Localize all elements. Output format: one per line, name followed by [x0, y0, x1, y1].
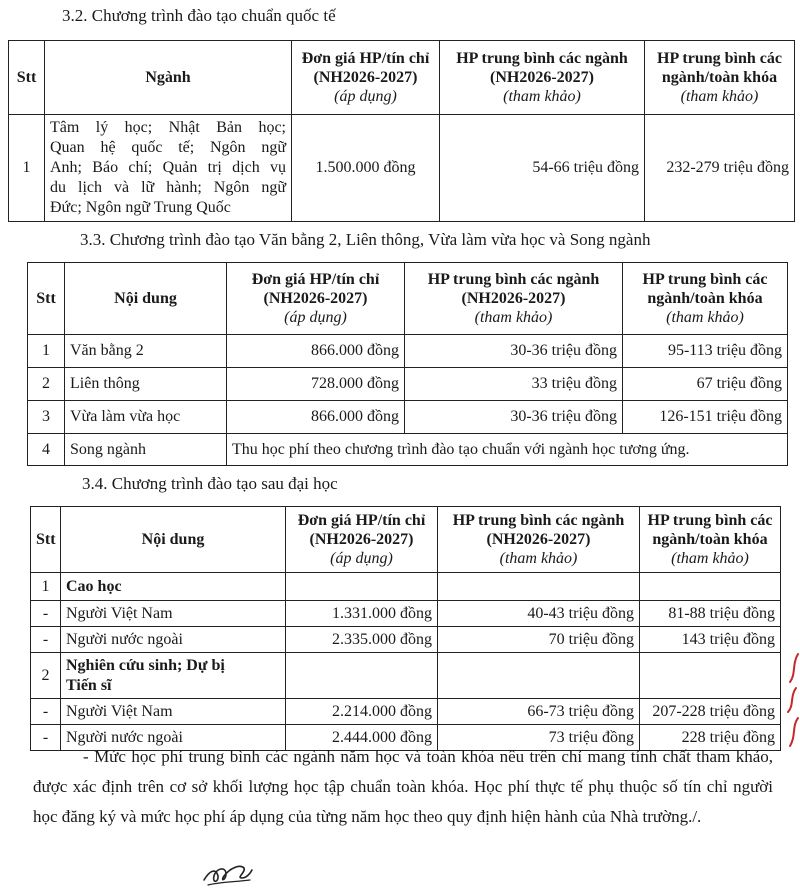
cell-stt: 1 [28, 335, 65, 368]
header-don-gia-note: (áp dụng) [334, 88, 397, 106]
header-hp-toan-khoa-note: (tham khảo) [680, 88, 759, 106]
header-hp-tb-year: (NH2026-2027) [490, 68, 594, 86]
cell-hp-toan-khoa: 81-88 triệu đồng [640, 601, 781, 627]
table-row [28, 401, 788, 434]
cell-hp-tb: 54-66 triệu đồng [440, 115, 645, 222]
cell-nganh [45, 115, 292, 222]
cell-stt: 4 [28, 434, 65, 466]
header-hp-tb-label: HP trung bình các ngành [427, 270, 600, 288]
group-title-line: Nghiên cứu sinh; Dự bị [66, 657, 225, 675]
cell-noi-dung: Liên thông [65, 368, 227, 401]
header-hp-tb [440, 41, 645, 115]
section-3-3-heading: 3.3. Chương trình đào tạo Văn bằng 2, Liên thông, Vừa làm vừa học và Song ngành [80, 230, 651, 249]
cell-don-gia: 2.335.000 đồng [286, 627, 438, 653]
nganh-line: Quan hệ quốc tế; Ngôn ngữ [50, 139, 286, 156]
header-hp-tb-label: HP trung bình các ngành [452, 511, 625, 529]
header-don-gia [227, 263, 405, 335]
table-3-4-header-row [31, 507, 781, 573]
group-title-line: Tiến sĩ [66, 676, 112, 694]
cell-noi-dung: Văn bằng 2 [65, 335, 227, 368]
table-3-4 [30, 506, 781, 751]
header-don-gia-year: (NH2026-2027) [309, 530, 414, 548]
header-hp-toan-khoa-note: (tham khảo) [671, 550, 749, 568]
cell-hp-toan-khoa: 143 triệu đồng [640, 627, 781, 653]
red-stamp-edge-icon [784, 650, 800, 750]
header-don-gia [286, 507, 438, 573]
cell-don-gia: 2.444.000 đồng [286, 725, 438, 751]
cell-stt: 2 [31, 653, 61, 699]
header-hp-toan-khoa-label: HP trung bình các [657, 49, 782, 67]
header-hp-tb-note: (tham khảo) [499, 550, 578, 568]
table-3-3-header-row [28, 263, 788, 335]
cell-group-title: Cao học [61, 573, 286, 601]
cell-noi-dung: Người nước ngoài [61, 725, 286, 751]
cell-don-gia: 728.000 đồng [227, 368, 405, 401]
cell-stt: - [31, 725, 61, 751]
header-don-gia-year: (NH2026-2027) [313, 68, 418, 86]
header-stt: Stt [31, 507, 61, 573]
table-row [28, 335, 788, 368]
header-hp-tb-year: (NH2026-2027) [486, 530, 591, 548]
header-nganh: Ngành [45, 41, 292, 115]
cell-stt: 1 [31, 573, 61, 601]
header-don-gia-note: (áp dụng) [330, 550, 393, 568]
table-row [31, 699, 781, 725]
table-row [28, 368, 788, 401]
nganh-line: Tâm lý học; Nhật Bản học; [50, 119, 286, 136]
nganh-line: Anh; Báo chí; Quản trị dịch vụ [50, 159, 286, 176]
header-hp-toan-khoa-label: HP trung bình các [647, 511, 773, 529]
cell-hp-toan-khoa: 232-279 triệu đồng [645, 115, 795, 222]
cell-hp-tb: 30-36 triệu đồng [405, 335, 623, 368]
header-don-gia [292, 41, 440, 115]
header-hp-tb [438, 507, 640, 573]
table-row [31, 601, 781, 627]
header-stt: Stt [9, 41, 45, 115]
cell-stt: - [31, 601, 61, 627]
header-hp-tb-note: (tham khảo) [503, 88, 581, 106]
cell-stt: 3 [28, 401, 65, 434]
cell-hp-toan-khoa: 228 triệu đồng [640, 725, 781, 751]
cell-hp-tb: 73 triệu đồng [438, 725, 640, 751]
nganh-line: du lịch và lữ hành; Ngôn ngữ [50, 179, 286, 196]
header-don-gia-year: (NH2026-2027) [263, 289, 368, 307]
header-hp-tb-label: HP trung bình các ngành [456, 49, 628, 67]
cell-hp-tb: 66-73 triệu đồng [438, 699, 640, 725]
table-row [28, 434, 788, 466]
cell-noi-dung: Người Việt Nam [61, 601, 286, 627]
cell-hp-toan-khoa: 67 triệu đồng [623, 368, 788, 401]
footnote-text: - Mức học phí trung bình các ngành năm học và toàn khóa nêu trên chỉ mang tính chất tham khảo, được xác định trên cơ sở khối lượng học tập chuẩn toàn khóa. Học phí thực tế phụ thuộc số tín chỉ người học đăng ký và mức học phí áp dụng của từng năm học theo quy định hiện hành của Nhà trường./. [33, 747, 773, 826]
nganh-line: Đức; Ngôn ngữ Trung Quốc [50, 199, 231, 216]
header-hp-toan-khoa [645, 41, 795, 115]
cell-empty [286, 653, 438, 699]
cell-empty [640, 653, 781, 699]
header-stt: Stt [28, 263, 65, 335]
cell-don-gia: 2.214.000 đồng [286, 699, 438, 725]
cell-empty [438, 573, 640, 601]
footnote-paragraph [33, 742, 773, 832]
cell-empty [438, 653, 640, 699]
header-hp-tb-year: (NH2026-2027) [461, 289, 566, 307]
cell-hp-tb: 30-36 triệu đồng [405, 401, 623, 434]
table-3-2-header-row [9, 41, 795, 115]
group-row [31, 573, 781, 601]
header-don-gia-label: Đơn giá HP/tín chỉ [301, 49, 430, 67]
cell-don-gia: 1.331.000 đồng [286, 601, 438, 627]
table-3-2 [8, 40, 795, 222]
cell-noi-dung: Người Việt Nam [61, 699, 286, 725]
header-hp-toan-khoa-label: HP trung bình các [642, 270, 768, 288]
cell-hp-tb: 40-43 triệu đồng [438, 601, 640, 627]
header-hp-toan-khoa-label-2: ngành/toàn khóa [652, 530, 768, 548]
table-row [9, 115, 795, 222]
cell-stt: 2 [28, 368, 65, 401]
table-3-3 [27, 262, 788, 466]
header-hp-toan-khoa [623, 263, 788, 335]
header-don-gia-label: Đơn giá HP/tín chỉ [251, 270, 380, 288]
cell-don-gia: 1.500.000 đồng [292, 115, 440, 222]
group-row [31, 653, 781, 699]
section-3-2-heading: 3.2. Chương trình đào tạo chuẩn quốc tế [62, 6, 336, 25]
header-hp-tb [405, 263, 623, 335]
cell-noi-dung: Vừa làm vừa học [65, 401, 227, 434]
cell-don-gia: 866.000 đồng [227, 335, 405, 368]
cell-empty [640, 573, 781, 601]
header-hp-tb-note: (tham khảo) [474, 309, 553, 327]
handwritten-initials-icon [200, 858, 256, 888]
cell-stt: - [31, 699, 61, 725]
cell-stt: 1 [9, 115, 45, 222]
header-hp-toan-khoa [640, 507, 781, 573]
cell-hp-toan-khoa: 95-113 triệu đồng [623, 335, 788, 368]
cell-don-gia: 866.000 đồng [227, 401, 405, 434]
cell-noi-dung: Người nước ngoài [61, 627, 286, 653]
cell-hp-toan-khoa: 207-228 triệu đồng [640, 699, 781, 725]
header-don-gia-note: (áp dụng) [284, 309, 347, 327]
header-noi-dung: Nội dung [61, 507, 286, 573]
cell-hp-tb: 33 triệu đồng [405, 368, 623, 401]
header-noi-dung: Nội dung [65, 263, 227, 335]
header-hp-toan-khoa-label-2: ngành/toàn khóa [647, 289, 763, 307]
cell-hp-toan-khoa: 126-151 triệu đồng [623, 401, 788, 434]
cell-hp-tb: 70 triệu đồng [438, 627, 640, 653]
cell-song-nganh-note: Thu học phí theo chương trình đào tạo chuẩn với ngành học tương ứng. [227, 434, 788, 466]
header-don-gia-label: Đơn giá HP/tín chỉ [297, 511, 426, 529]
cell-group-title [61, 653, 286, 699]
header-hp-toan-khoa-note: (tham khảo) [666, 309, 744, 327]
cell-stt: - [31, 627, 61, 653]
cell-noi-dung: Song ngành [65, 434, 227, 466]
table-row [31, 627, 781, 653]
section-3-4-heading: 3.4. Chương trình đào tạo sau đại học [82, 474, 338, 493]
header-hp-toan-khoa-label-2: ngành/toàn khóa [661, 68, 778, 86]
cell-empty [286, 573, 438, 601]
